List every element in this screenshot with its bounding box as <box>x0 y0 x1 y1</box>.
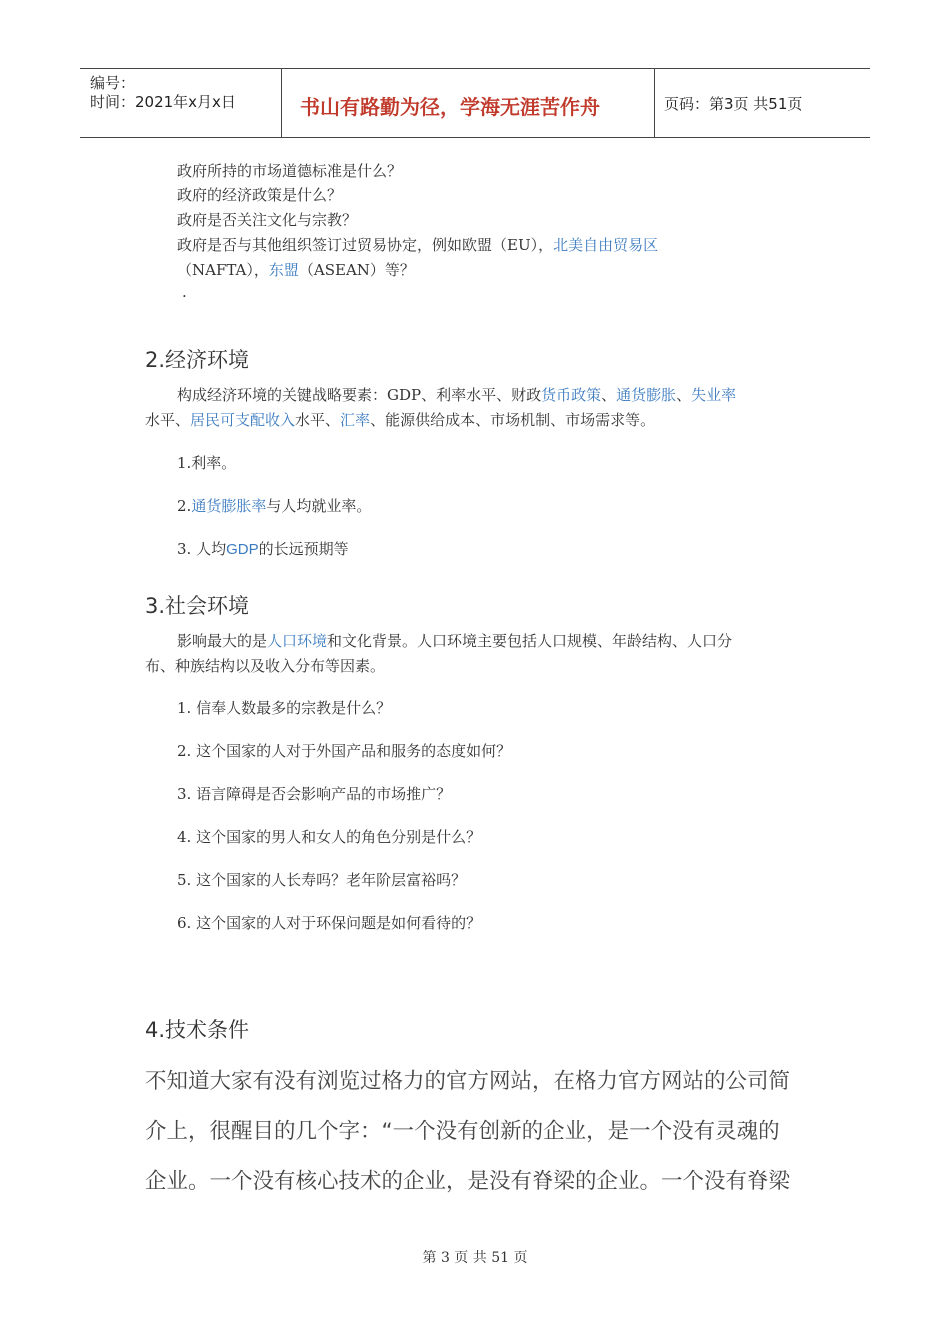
item-number: 2. <box>177 497 192 515</box>
separator: 、 <box>601 386 617 404</box>
motto: 书山有路勤为径，学海无涯苦作舟 <box>300 95 600 119</box>
economic-item-3 <box>177 539 349 560</box>
social-paragraph-line1 <box>177 631 732 651</box>
tech-line-2: 介上，很醒目的几个字：“一个没有创新的企业，是一个没有灵魂的 <box>145 1119 780 1144</box>
social-item-5: 5. 这个国家的人长寿吗？老年阶层富裕吗？ <box>177 871 467 889</box>
number-label: 编号： <box>90 74 136 92</box>
social-paragraph-line2: 布、种族结构以及收入分布等因素。 <box>145 657 386 675</box>
section-heading-economic: 2.经济环境 <box>145 348 250 372</box>
population-env-link[interactable]: 人口环境 <box>267 632 328 650</box>
intro-q4-text: 政府是否与其他组织签订过贸易协定，例如欧盟（EU）， <box>177 236 554 254</box>
intro-question-1: 政府所持的市场道德标准是什么？ <box>177 162 403 180</box>
header-motto-cell <box>282 69 655 137</box>
item-text: 3. 人均 <box>177 540 227 558</box>
social-item-3: 3. 语言障碍是否会影响产品的市场推广？ <box>177 785 452 803</box>
disposable-income-link[interactable]: 居民可支配收入 <box>190 411 296 429</box>
section-heading-social: 3.社会环境 <box>145 594 250 618</box>
page-info: 页码：第3页 共51页 <box>664 95 803 113</box>
intro-question-2: 政府的经济政策是什么？ <box>177 186 343 204</box>
asean-link[interactable]: 东盟 <box>268 261 299 279</box>
economic-item-1: 1.利率。 <box>177 454 237 472</box>
intro-q4-text-b: （NAFTA）， <box>177 261 269 279</box>
social-item-4: 4. 这个国家的男人和女人的角色分别是什么？ <box>177 828 482 846</box>
social-item-2: 2. 这个国家的人对于外国产品和服务的态度如何？ <box>177 742 512 760</box>
economic-text: 水平、 <box>295 411 341 429</box>
header-page-cell <box>655 69 870 137</box>
intro-q4-text-c: （ASEAN）等？ <box>298 261 415 279</box>
intro-question-3: 政府是否关注文化与宗教？ <box>177 211 358 229</box>
inflation-link[interactable]: 通货膨胀 <box>616 386 677 404</box>
economic-text: 、能源供给成本、市场机制、市场需求等。 <box>370 411 656 429</box>
social-text: 影响最大的是 <box>177 632 268 650</box>
economic-text: 构成经济环境的关键战略要素：GDP、利率水平、财政 <box>177 386 542 404</box>
item-text: 与人均就业率。 <box>266 497 372 515</box>
intro-question-4 <box>177 235 658 255</box>
tech-line-1: 不知道大家有没有浏览过格力的官方网站，在格力官方网站的公司简 <box>145 1069 791 1094</box>
monetary-policy-link[interactable]: 货币政策 <box>541 386 602 404</box>
social-text: 和文化背景。人口环境主要包括人口规模、年龄结构、人口分 <box>327 632 733 650</box>
bullet-dot: · <box>182 287 187 305</box>
unemployment-link[interactable]: 失业率 <box>691 386 737 404</box>
page-footer: 第 3 页 共 51 页 <box>422 1250 528 1266</box>
inflation-rate-link[interactable]: 通货膨胀率 <box>191 497 267 515</box>
intro-question-4-cont <box>177 260 415 280</box>
gdp-link[interactable]: GDP <box>226 541 259 558</box>
economic-text: 水平、 <box>145 411 191 429</box>
page-header <box>80 68 870 138</box>
tech-line-3: 企业。一个没有核心技术的企业，是没有脊梁的企业。一个没有脊梁 <box>145 1169 791 1194</box>
economic-paragraph-line2 <box>145 410 655 430</box>
section-heading-tech: 4.技术条件 <box>145 1018 250 1042</box>
economic-paragraph-line1 <box>177 385 736 405</box>
social-item-6: 6. 这个国家的人对于环保问题是如何看待的？ <box>177 914 482 932</box>
header-meta-cell <box>80 69 282 137</box>
economic-item-2 <box>177 496 371 516</box>
exchange-rate-link[interactable]: 汇率 <box>340 411 371 429</box>
social-item-1: 1. 信奉人数最多的宗教是什么？ <box>177 699 392 717</box>
date-label: 时间：2021年x月x日 <box>90 93 236 111</box>
nafta-link[interactable]: 北美自由贸易区 <box>553 236 659 254</box>
separator: 、 <box>676 386 692 404</box>
item-text: 的长远预期等 <box>258 540 349 558</box>
